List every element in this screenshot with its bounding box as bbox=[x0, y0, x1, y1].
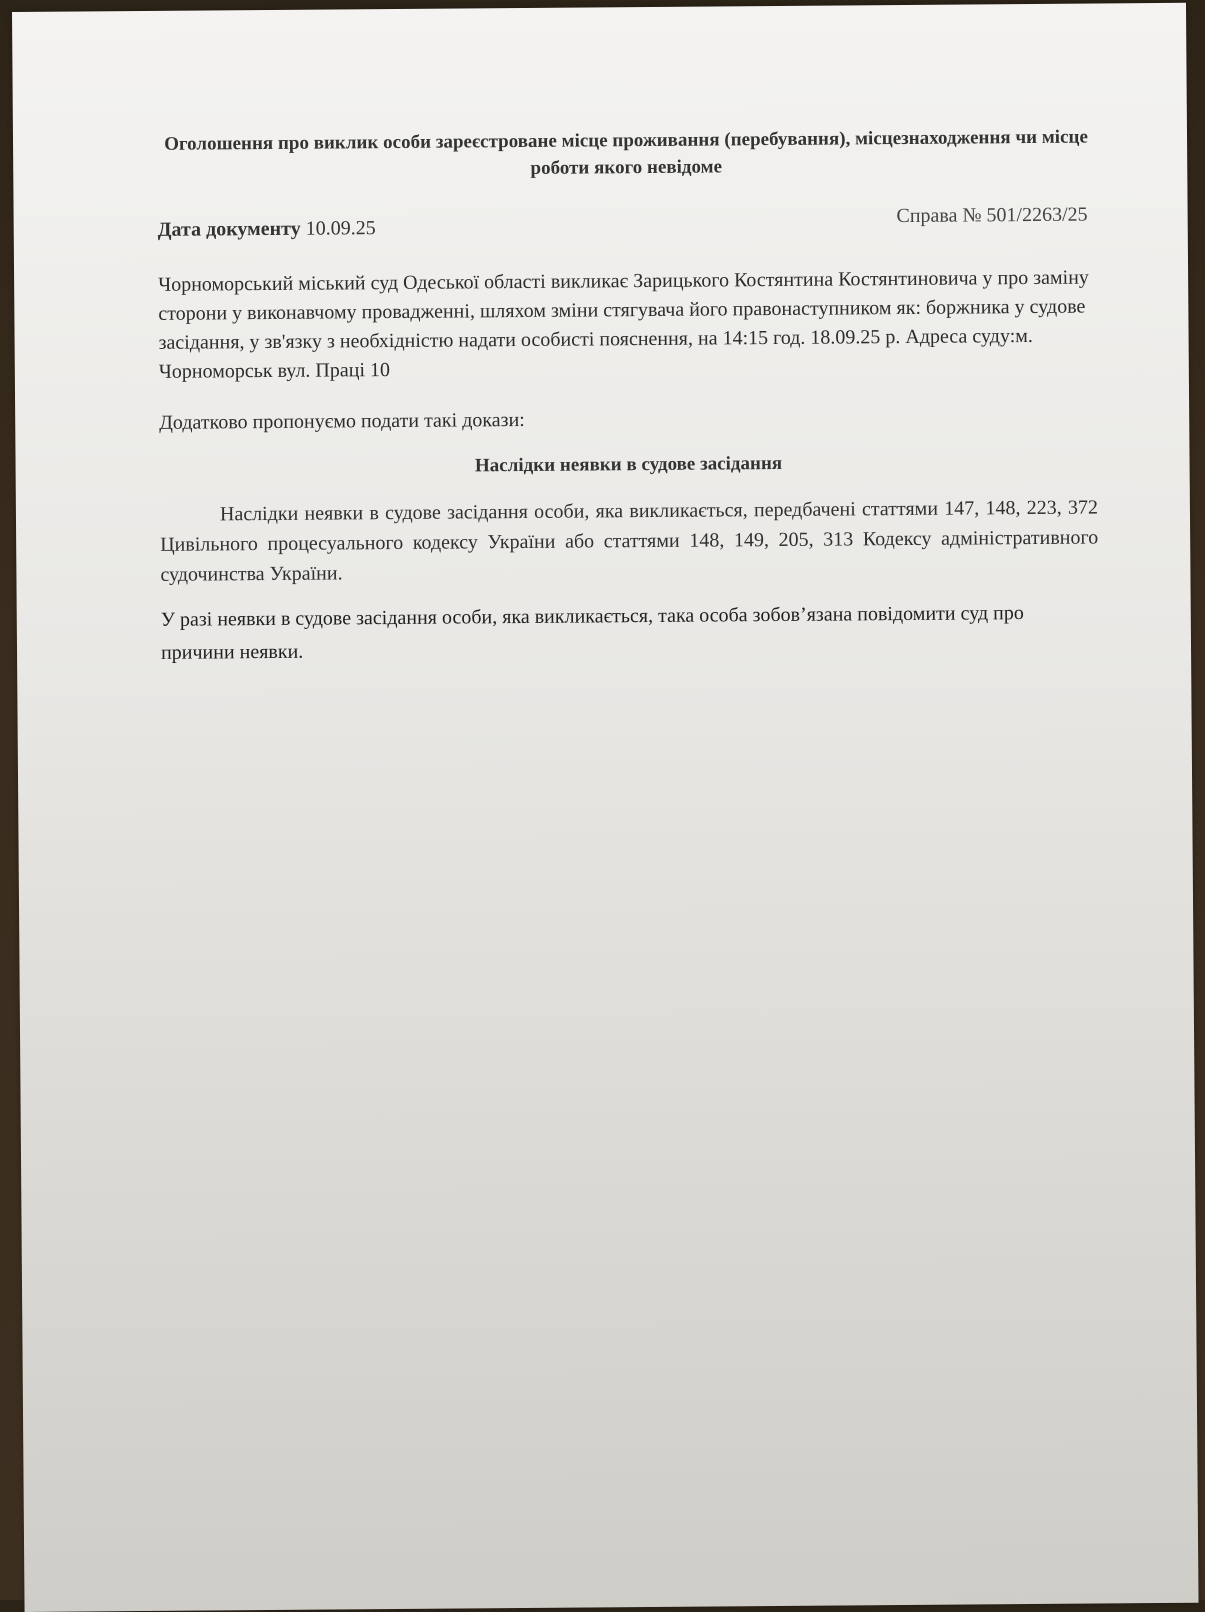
date-label: Дата документу bbox=[157, 217, 301, 241]
case-label: Справа № bbox=[896, 204, 982, 228]
evidence-paragraph: Додатково пропонуємо подати такі докази: bbox=[159, 408, 525, 434]
absence-notice-paragraph: У разі неявки в судове засідання особи, яка викликається, така особа зобов’язана повідомити суд про причини неявки. bbox=[160, 602, 1024, 664]
document-body bbox=[157, 123, 1099, 669]
document-meta-row bbox=[157, 203, 1096, 248]
consequences-paragraph: Наслідки неявки в судове засідання особи, яка викликається, передбачені статтями 147, 148, 223, 372 Цивільного процесуального кодексу України або статтями 148, 149, 205, 313 Кодексу адміністративного судочинства України. bbox=[160, 496, 1099, 586]
case-number bbox=[896, 204, 1087, 229]
case-number-value: 501/2263/25 bbox=[986, 203, 1088, 227]
document-date bbox=[158, 217, 376, 242]
summons-paragraph: Чорноморський міський суд Одеської області викликає Зарицького Костянтина Костянтиновича у про заміну сторони у виконавчому провадженні, шляхом зміни стягувача його правонаступником як: боржника у судове засідання, у зв'язку з необхідністю надати особисті пояснення, на 14:15 год. 18.09.25 р. Адреса суду:м. Чорноморськ вул. Праці 10 bbox=[158, 266, 1089, 383]
date-value: 10.09.25 bbox=[305, 217, 376, 240]
document-title: Оголошення про виклик особи зареєстроване місце проживання (перебування), місцезнаходження чи місце роботи якого невідоме bbox=[164, 126, 1088, 179]
consequences-heading: Наслідки неявки в судове засідання bbox=[474, 452, 783, 477]
paper-sheet bbox=[12, 3, 1199, 1612]
